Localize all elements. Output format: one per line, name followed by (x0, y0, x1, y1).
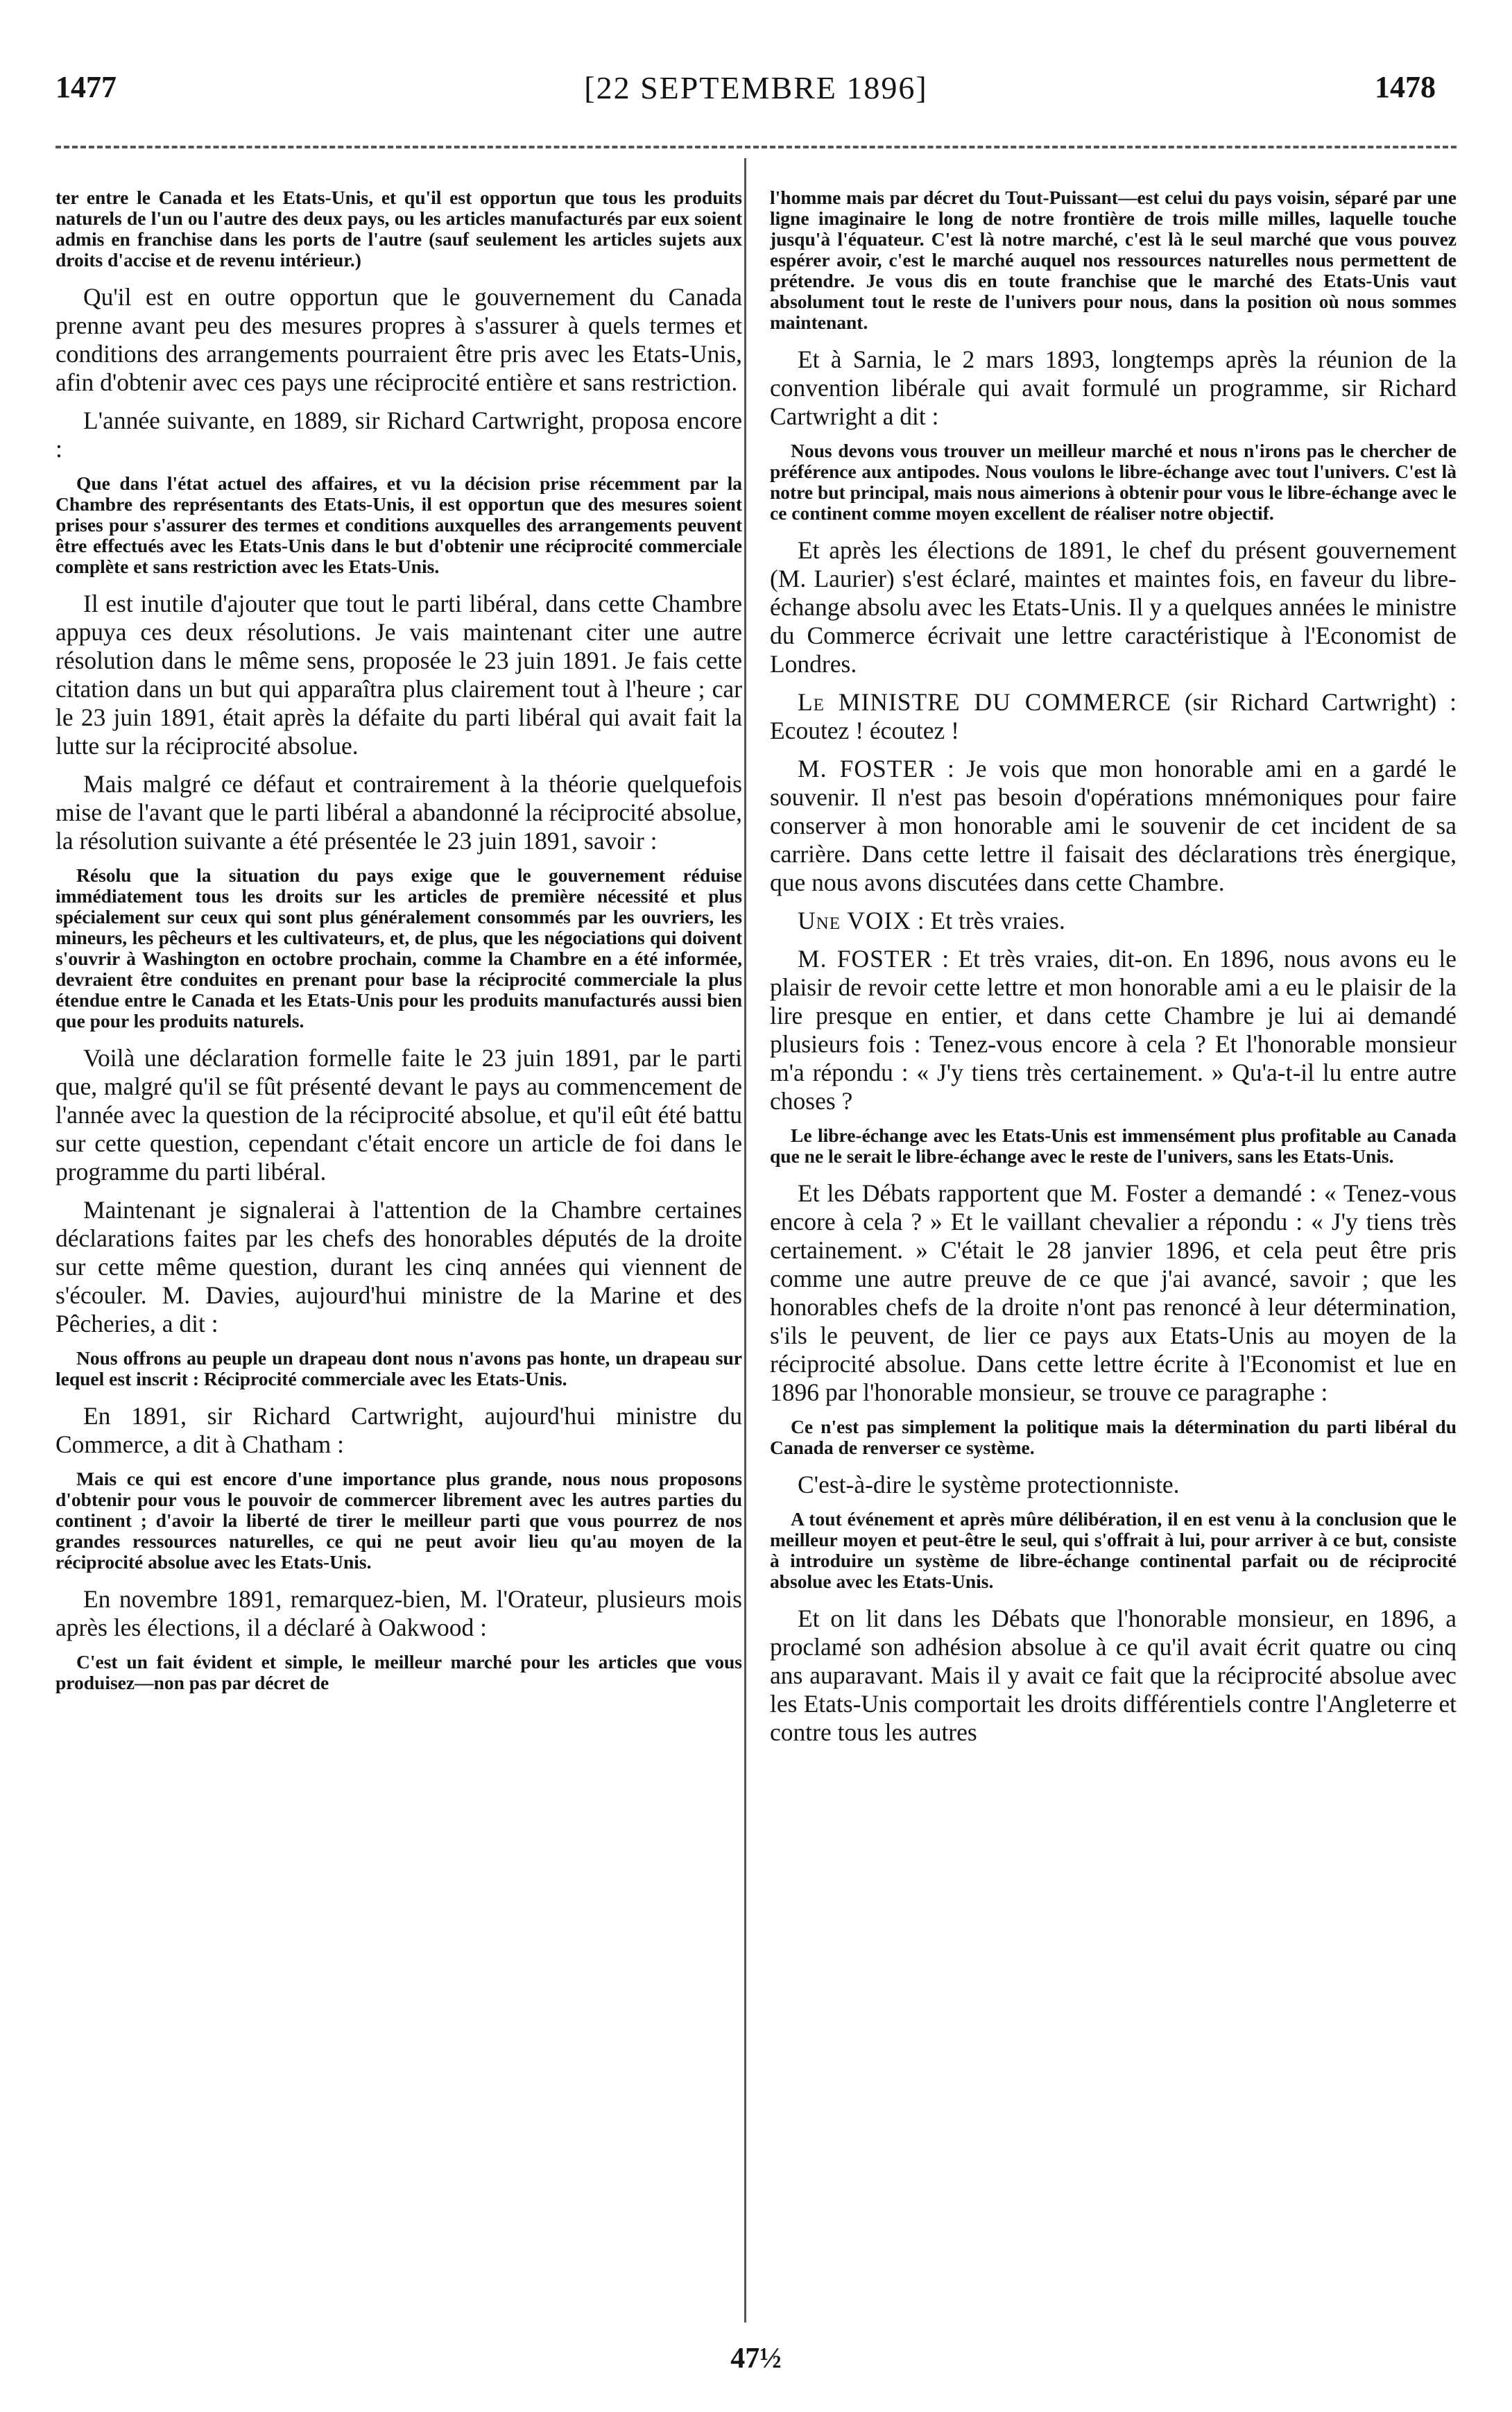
quote-paragraph: C'est un fait évident et simple, le meilleur marché pour les articles que vous produisez—non pas par décret de (55, 1651, 742, 1693)
right-column (770, 187, 1457, 2310)
body-paragraph: L'année suivante, en 1889, sir Richard Cartwright, proposa encore : (55, 407, 742, 463)
left-column (55, 187, 742, 2310)
resolution-quote: Résolu que la situation du pays exige que le gouvernement réduise immédiatement tous les droits sur les articles de première nécessité et plus spécialement sur ceux qui sont plus généralement consommés par les ouvriers, les mineurs, les pêcheurs et les cultivateurs, et, de plus, que les négociations qui doivent s'ouvrir à Washington en octobre prochain, comme la Chambre en a été informée, devraient être conduites en prenant pour base la réciprocité commerciale la plus étendue entre le Canada et les Etats-Unis pour les produits manufacturés aussi bien que pour les produits naturels. (55, 864, 742, 1032)
speech-text: : Je vois que mon honorable ami en a gardé le souvenir. Il n'est pas besoin d'opérations mnémoniques pour faire conserver à mon honorable ami le souvenir de cet incident de sa carrière. Dans cette lettre il faisait des déclarations très énergique, que nous avons discutées dans cette Chambre. (770, 755, 1457, 896)
speaker-name: M. FOSTER (798, 755, 936, 782)
body-paragraph: Et les Débats rapportent que M. Foster a demandé : « Tenez-vous encore à cela ? » Et le vaillant chevalier a répondu : « J'y tiens très certainement. » C'était le 28 janvier 1896, et cela peut être pris comme une autre preuve de ce que j'ai avancé, savoir ; que les honorables chefs de la droite n'ont pas renoncé à leur détermination, s'ils le peuvent, de lier ce pays aux Etats-Unis au moyen de la réciprocité absolue. Dans cette lettre écrite à l'Economist et lue en 1896 par l'honorable monsieur, se trouve ce paragraphe : (770, 1179, 1457, 1406)
speaker-name: Le MINISTRE DU COMMERCE (798, 688, 1171, 716)
body-paragraph: Il est inutile d'ajouter que tout le parti libéral, dans cette Chambre appuya ces deux résolutions. Je vais maintenant citer une autre résolution dans le même sens, proposée le 23 juin 1891. Je fais cette citation dans un but qui apparaîtra plus clairement tout à l'heure ; car le 23 juin 1891, était après la défaite du parti libéral qui avait fait la lutte sur la réciprocité absolue. (55, 590, 742, 760)
body-paragraph: Maintenant je signalerai à l'attention de la Chambre certaines déclarations faites par les chefs des honorables députés de la droite sur cette même question, durant les cinq années qui viennent de s'écouler. M. Davies, aujourd'hui ministre de la Marine et des Pêcheries, a dit : (55, 1196, 742, 1337)
body-paragraph: En novembre 1891, remarquez-bien, M. l'Orateur, plusieurs mois après les élections, il a déclaré à Oakwood : (55, 1585, 742, 1641)
quote-paragraph: Ce n'est pas simplement la politique mais la détermination du parti libéral du Canada de renverser ce système. (770, 1416, 1457, 1458)
body-paragraph: C'est-à-dire le système protectionniste. (798, 1471, 1180, 1498)
quote-paragraph: Nous devons vous trouver un meilleur marché et nous n'irons pas le chercher de préférence aux antipodes. Nous voulons le libre-échange avec tout l'univers. C'est là notre but principal, mais nous aimerions à obtenir pour vous le libre-échange avec le ce continent comme moyen excellent de réaliser notre objectif. (770, 440, 1457, 524)
body-paragraph: En 1891, sir Richard Cartwright, aujourd'hui ministre du Commerce, a dit à Chatham : (55, 1402, 742, 1458)
body-paragraph: Et on lit dans les Débats que l'honorable monsieur, en 1896, a proclamé son adhésion absolue à ce qu'il avait écrit quatre ou cinq ans auparavant. Mais il y avait ce fait que la réciprocité absolue avec les Etats-Unis comportait les droits différentiels contre l'Angleterre et contre tous les autres (770, 1605, 1457, 1746)
page-number-right: 1478 (1375, 70, 1436, 104)
quote-paragraph: Le libre-échange avec les Etats-Unis est immensément plus profitable au Canada que ne le serait le libre-échange avec le reste de l'univers, sans les Etats-Unis. (770, 1124, 1457, 1167)
speech-text: : Et très vraies. (911, 907, 1065, 934)
page-header (0, 69, 1512, 125)
speaker-paragraph (770, 688, 1457, 745)
quote-paragraph: l'homme mais par décret du Tout-Puissant—est celui du pays voisin, séparé par une ligne imaginaire le long de notre frontière de trois mille milles, laquelle touche jusqu'à l'équateur. C'est là notre marché, c'est là le seul marché que vous pouvez espérer avoir, c'est le marché auquel nos ressources naturelles nous permettent de prétendre. Je vous dis en toute franchise que le marché des Etats-Unis vaut absolument tout le reste de l'univers pour nous, dans la position où nous sommes maintenant. (770, 187, 1457, 333)
speaker-name: M. FOSTER (798, 945, 933, 973)
header-rule (55, 146, 1457, 148)
quote-paragraph: Que dans l'état actuel des affaires, et vu la décision prise récemment par la Chambre des représentants des Etats-Unis, il est opportun que des mesures soient prises pour s'assurer des termes et conditions auxquelles des arrangements peuvent être effectués avec les Etats-Unis dans le but d'obtenir une réciprocité commerciale complète et sans restriction avec les Etats-Unis. (55, 472, 742, 577)
body-paragraph: Mais malgré ce défaut et contrairement à la théorie quelquefois mise de l'avant que le parti libéral a abandonné la réciprocité absolue, la résolution suivante a été présentée le 23 juin 1891, savoir : (55, 770, 742, 855)
speech-text: : Et très vraies, dit-on. En 1896, nous avons eu le plaisir de revoir cette lettre et mon honorable ami a eu le plaisir de la lire presque en entier, et dans cette Chambre je lui ai demandé plusieurs fois : Tenez-vous encore à cela ? Et l'honorable monsieur m'a répondu : « J'y tiens très certainement. » Qu'a-t-il lu entre autre choses ? (770, 945, 1457, 1115)
quote-paragraph: A tout événement et après mûre délibération, il en est venu à la conclusion que le meilleur moyen et peut-être le seul, qui s'offrait à lui, pour arriver à ce but, consiste à introduire un système de libre-échange continental parfait ou de réciprocité absolue avec les Etats-Unis. (770, 1508, 1457, 1592)
speaker-paragraph (770, 945, 1457, 1115)
body-paragraph: Et après les élections de 1891, le chef du présent gouvernement (M. Laurier) s'est éclaré, maintes et maintes fois, en faveur du libre-échange absolu avec les Etats-Unis. Il y a quelques années le ministre du Commerce écrivait une lettre caractéristique à l'Economist de Londres. (770, 536, 1457, 678)
quote-paragraph: ter entre le Canada et les Etats-Unis, et qu'il est opportun que tous les produits naturels de l'un ou l'autre des deux pays, ou les articles manufacturés par eux soient admis en franchise dans les ports de l'autre (sauf seulement les articles sujets aux droits d'accise et de revenu intérieur.) (55, 187, 742, 271)
column-divider (744, 158, 746, 2323)
speech-text: (sir Richard Cartwright) : Ecoutez ! écoutez ! (770, 688, 1457, 744)
speaker-name: Une VOIX (798, 907, 911, 934)
signature-mark: 47½ (730, 2343, 782, 2375)
speaker-paragraph (770, 907, 1457, 935)
body-paragraph: Et à Sarnia, le 2 mars 1893, longtemps après la réunion de la convention libérale qui avait formulé un programme, sir Richard Cartwright a dit : (770, 345, 1457, 430)
date-heading: [22 SEPTEMBRE 1896] (584, 70, 928, 105)
quote-paragraph: Nous offrons au peuple un drapeau dont nous n'avons pas honte, un drapeau sur lequel est inscrit : Réciprocité commerciale avec les Etats-Unis. (55, 1347, 742, 1389)
quote-paragraph: Mais ce qui est encore d'une importance plus grande, nous nous proposons d'obtenir pour vous le pouvoir de commercer librement avec les autres parties du continent ; d'avoir la liberté de tirer le meilleur parti que vous pourrez de nos grandes ressources naturelles, ce qui ne peut avoir lieu qu'au moyen de la réciprocité absolue avec les Etats-Unis. (55, 1468, 742, 1573)
speaker-paragraph (770, 755, 1457, 897)
body-paragraph: Voilà une déclaration formelle faite le 23 juin 1891, par le parti que, malgré qu'il se fût présenté devant le pays au commencement de l'année avec la question de la réciprocité absolue, et qu'il eût été battu sur cette question, cependant c'était encore un article de foi dans le programme du parti libéral. (55, 1044, 742, 1186)
body-paragraph: Qu'il est en outre opportun que le gouvernement du Canada prenne avant peu des mesures propres à s'assurer à quels termes et conditions des arrangements pourraient être pris avec les Etats-Unis, afin d'obtenir avec ces pays une réciprocité entière et sans restriction. (55, 283, 742, 396)
page-number-left: 1477 (55, 70, 117, 104)
